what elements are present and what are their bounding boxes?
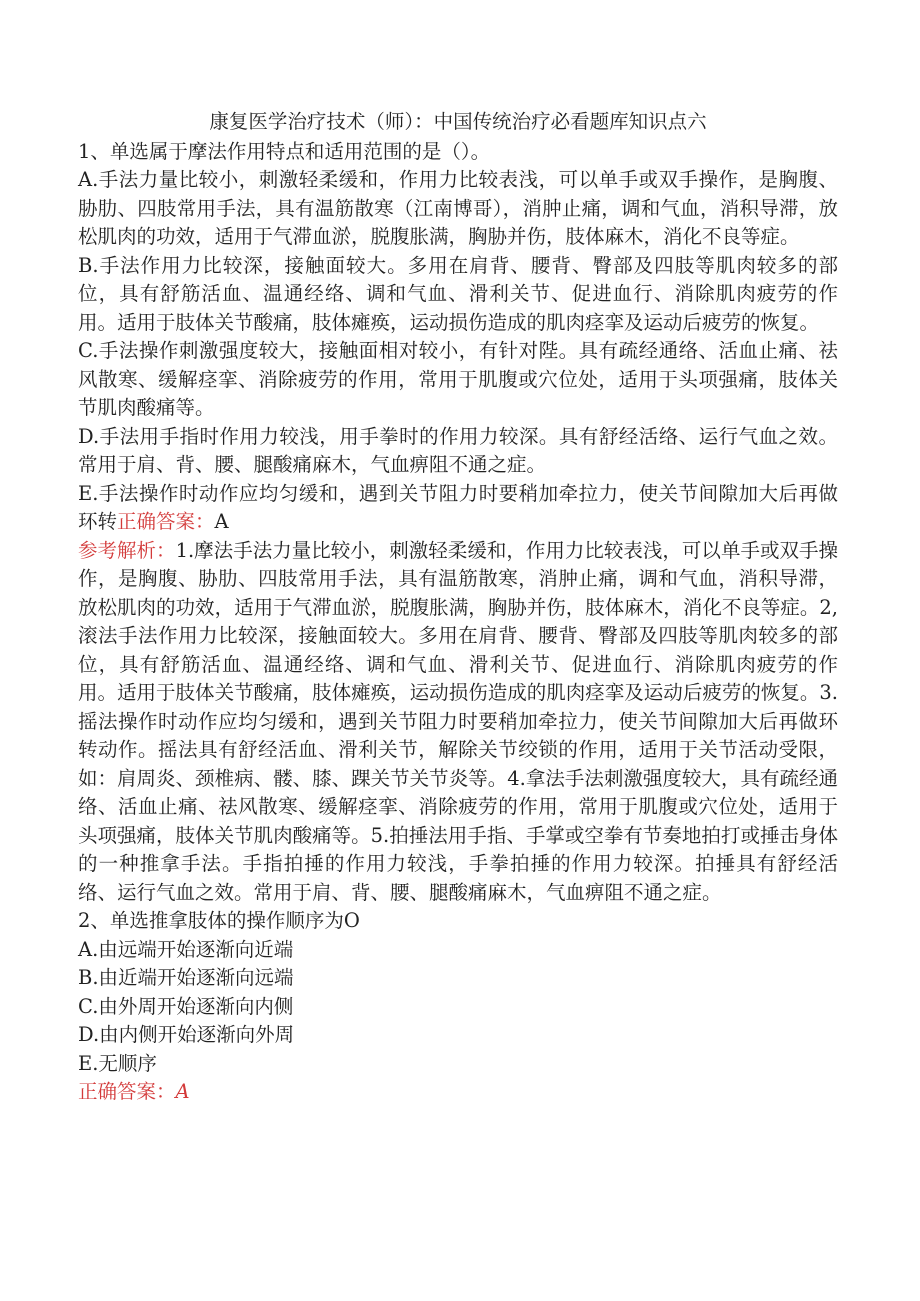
document-page [78, 108, 838, 1107]
analysis-text: 1.摩法手法力量比较小，刺激轻柔缓和，作用力比较表浅，可以单手或双手操作，是胸腹、胁肋、四肢常用手法，具有温筋散寒，消肿止痛，调和气血，消积导滞，放松肌肉的功效，适用于气滞血淤，脱腹胀满，胸胁并伤，肢体麻木，消化不良等症。2,滚法手法作用力比较深，接触面较大。多用在肩背、腰背、臀部及四肢等肌肉较多的部位，具有舒筋活血、温通经络、调和气血、滑利关节、促进血行、消除肌肉疲劳的作用。适用于肢体关节酸痛，肢体瘫痪，运动损伤造成的肌肉痉挛及运动后疲劳的恢复。3.摇法操作时动作应均匀缓和，遇到关节阻力时要稍加牵拉力，使关节间隙加大后再做环转动作。摇法具有舒经活血、滑利关节，解除关节绞锁的作用，适用于关节活动受限，如：肩周炎、颈椎病、髅、膝、踝关节关节炎等。4.拿法手法刺激强度较大，具有疏经通络、活血止痛、祛风散寒、缓解痉挛、消除疲劳的作用，常用于肌腹或穴位处，适用于头项强痛，肢体关节肌肉酸痛等。5.拍捶法用手指、手掌或空拳有节奏地拍打或捶击身体的一种推拿手法。手指拍捶的作用力较浅，手拳拍捶的作用力较深。拍捶具有舒经活络、运行气血之效。常用于肩、背、腰、腿酸痛麻木，气血痹阻不通之症。 [78, 538, 838, 904]
option-a: A.由远端开始逐渐向近端 [78, 937, 294, 961]
analysis-label: 参考解析： [78, 538, 176, 562]
option-b: B.由近端开始逐渐向远端 [78, 966, 294, 989]
option-a: A.手法力量比较小，刺激轻柔缓和，作用力比较表浅，可以单手或双手操作，是胸腹、胁肋、四肢常用手法，具有温筋散寒（江南博哥），消肿止痛，调和气血，消积导滞，放松肌肉的功效，适用于气滞血淤，脱腹胀满，胸胁并伤，肢体麻木，消化不良等症。 [78, 168, 838, 248]
option-b: B.手法作用力比较深，接触面较大。多用在肩背、腰背、臀部及四肢等肌肉较多的部位，具有舒筋活血、温通经络、调和气血、滑利关节、促进血行、消除肌肉疲劳的作用。适用于肢体关节酸痛，肢体瘫痪，运动损伤造成的肌肉痉挛及运动后疲劳的恢复。 [78, 253, 838, 334]
answer-value: A [175, 1080, 190, 1103]
option-e: E.手法操作时动作应均匀缓和，遇到关节阻力时要稍加牵拉力，使关节间隙加大后再做环转 [78, 481, 838, 533]
question-1 [78, 138, 838, 908]
question-2 [78, 907, 838, 1107]
question-stem: 1、单选属于摩法作用特点和适用范围的是（）。 [78, 139, 491, 163]
analysis [78, 537, 838, 908]
document-title: 康复医学治疗技术（师）：中国传统治疗必看题库知识点六 [209, 110, 707, 133]
answer-label: 正确答案： [78, 1080, 176, 1103]
option-c: C.由外周开始逐渐向内侧 [78, 994, 294, 1018]
option-e: E.无顺序 [78, 1051, 157, 1075]
answer-line [78, 1078, 838, 1107]
answer-value: A [214, 510, 229, 533]
option-d: D.由内侧开始逐渐向外周 [78, 1023, 295, 1046]
option-e-with-answer [78, 480, 838, 537]
option-d: D.手法用手指时作用力较浅，用手拳时的作用力较深。具有舒经活络、运行气血之效。常用于肩、背、腰、腿酸痛麻木，气血痹阻不通之症。 [78, 424, 838, 476]
answer-label: 正确答案： [117, 510, 215, 533]
question-stem: 2、单选推拿肢体的操作顺序为O [78, 909, 360, 932]
option-c: C.手法操作刺激强度较大，接触面相对较小，有针对陛。具有疏经通络、活血止痛、祛风散寒、缓解痉挛、消除疲劳的作用，常用于肌腹或穴位处，适用于头项强痛，肢体关节肌肉酸痛等。 [78, 339, 838, 419]
